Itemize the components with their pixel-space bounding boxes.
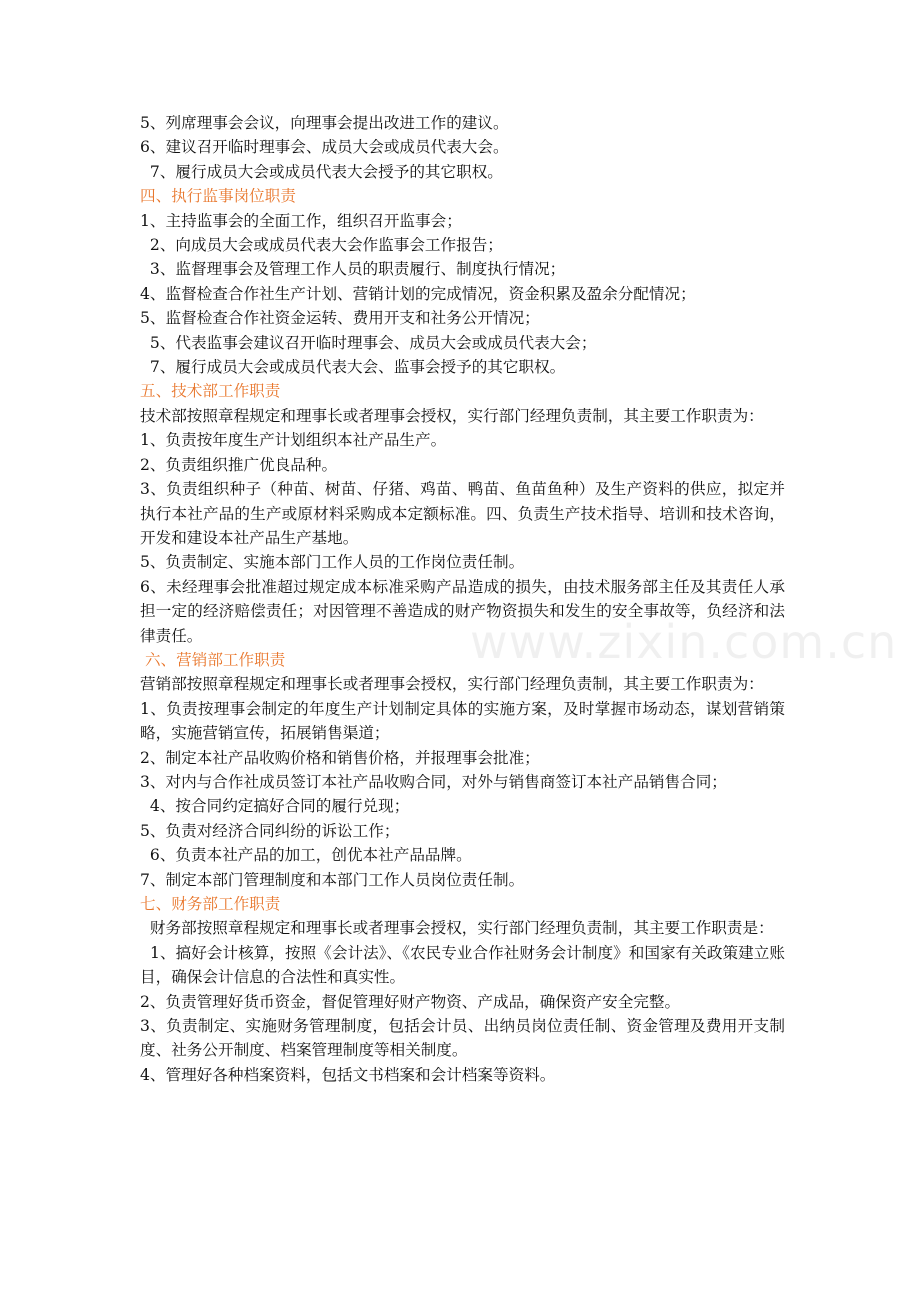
section-heading: 四、执行监事岗位职责 bbox=[140, 187, 296, 206]
text-line: 3、监督理事会及管理工作人员的职责履行、制度执行情况； bbox=[140, 260, 566, 279]
text-line: 7、履行成员大会或成员代表大会授予的其它职权。 bbox=[140, 162, 503, 181]
paragraph: 3、对内与合作社成员签订本社产品收购合同，对外与销售商签订本社产品销售合同； bbox=[140, 772, 727, 791]
paragraph: 1、负责按理事会制定的年度生产计划制定具体的实施方案，及时掌握市场动态，谋划营销策略，实施营销宣传，拓展销售渠道； bbox=[140, 699, 785, 743]
text-line: 6、建议召开临时理事会、成员大会或成员代表大会。 bbox=[140, 138, 509, 157]
paragraph: 6、未经理事会批准超过规定成本标准采购产品造成的损失，由技术服务部主任及其责任人承担一定的经济赔偿责任；对因管理不善造成的财产物资损失和发生的安全事故等，负经济和法律责任。 bbox=[140, 577, 785, 645]
text-line: 5、代表监事会建议召开临时理事会、成员大会或成员代表大会； bbox=[140, 333, 597, 352]
text-line: 4、监督检查合作社生产计划、营销计划的完成情况，资金积累及盈余分配情况； bbox=[140, 284, 696, 303]
text-line: 2、向成员大会或成员代表大会作监事会工作报告； bbox=[140, 236, 503, 255]
text-line: 5、负责制定、实施本部门工作人员的工作岗位责任制。 bbox=[140, 553, 525, 572]
text-line: 7、制定本部门管理制度和本部门工作人员岗位责任制。 bbox=[140, 870, 525, 889]
paragraph: 财务部按照章程规定和理事长或者理事会授权，实行部门经理负责制，其主要工作职责是： bbox=[140, 919, 774, 938]
text-line: 7、履行成员大会或成员代表大会、监事会授予的其它职权。 bbox=[140, 358, 566, 377]
text-line: 4、管理好各种档案资料，包括文书档案和会计档案等资料。 bbox=[140, 1065, 556, 1084]
section-heading: 六、营销部工作职责 bbox=[140, 650, 286, 669]
paragraph: 1、搞好会计核算，按照《会计法》、《农民专业合作社财务会计制度》和国家有关政策建立账目，确保会计信息的合法性和真实性。 bbox=[140, 943, 785, 987]
text-line: 2、制定本社产品收购价格和销售价格，并报理事会批准； bbox=[140, 748, 540, 767]
text-line: 5、列席理事会会议，向理事会提出改进工作的建议。 bbox=[140, 114, 509, 132]
section-heading: 五、技术部工作职责 bbox=[140, 382, 281, 401]
text-line: 1、主持监事会的全面工作，组织召开监事会； bbox=[140, 211, 462, 230]
text-line: 2、负责组织推广优良品种。 bbox=[140, 455, 338, 474]
text-line: 2、负责管理好货币资金，督促管理好财产物资、产成品，确保资产安全完整。 bbox=[140, 992, 681, 1011]
text-line: 4、按合同约定搞好合同的履行兑现； bbox=[140, 797, 410, 816]
paragraph: 技术部按照章程规定和理事长或者理事会授权，实行部门经理负责制，其主要工作职责为： bbox=[140, 406, 764, 425]
paragraph: 营销部按照章程规定和理事长或者理事会授权，实行部门经理负责制，其主要工作职责为： bbox=[140, 675, 764, 694]
paragraph: 3、负责组织种子（种苗、树苗、仔猪、鸡苗、鸭苗、鱼苗鱼种）及生产资料的供应，拟定并执行本社产品的生产或原材料采购成本定额标准。四、负责生产技术指导、培训和技术咨询，开发和建设本社产品生产基地。 bbox=[140, 480, 785, 547]
text-line: 1、负责按年度生产计划组织本社产品生产。 bbox=[140, 431, 447, 450]
text-line: 5、监督检查合作社资金运转、费用开支和社务公开情况； bbox=[140, 309, 540, 328]
document-body bbox=[140, 111, 785, 1087]
section-heading: 七、财务部工作职责 bbox=[140, 895, 281, 913]
watermark: www.zixin.com.cn bbox=[470, 615, 898, 669]
paragraph: 3、负责制定、实施财务管理制度，包括会计员、出纳员岗位责任制、资金管理及费用开支制度、社务公开制度、档案管理制度等相关制度。 bbox=[140, 1017, 785, 1060]
text-line: 5、负责对经济合同纠纷的诉讼工作； bbox=[140, 821, 400, 840]
text-line: 6、负责本社产品的加工，创优本社产品品牌。 bbox=[140, 846, 472, 865]
